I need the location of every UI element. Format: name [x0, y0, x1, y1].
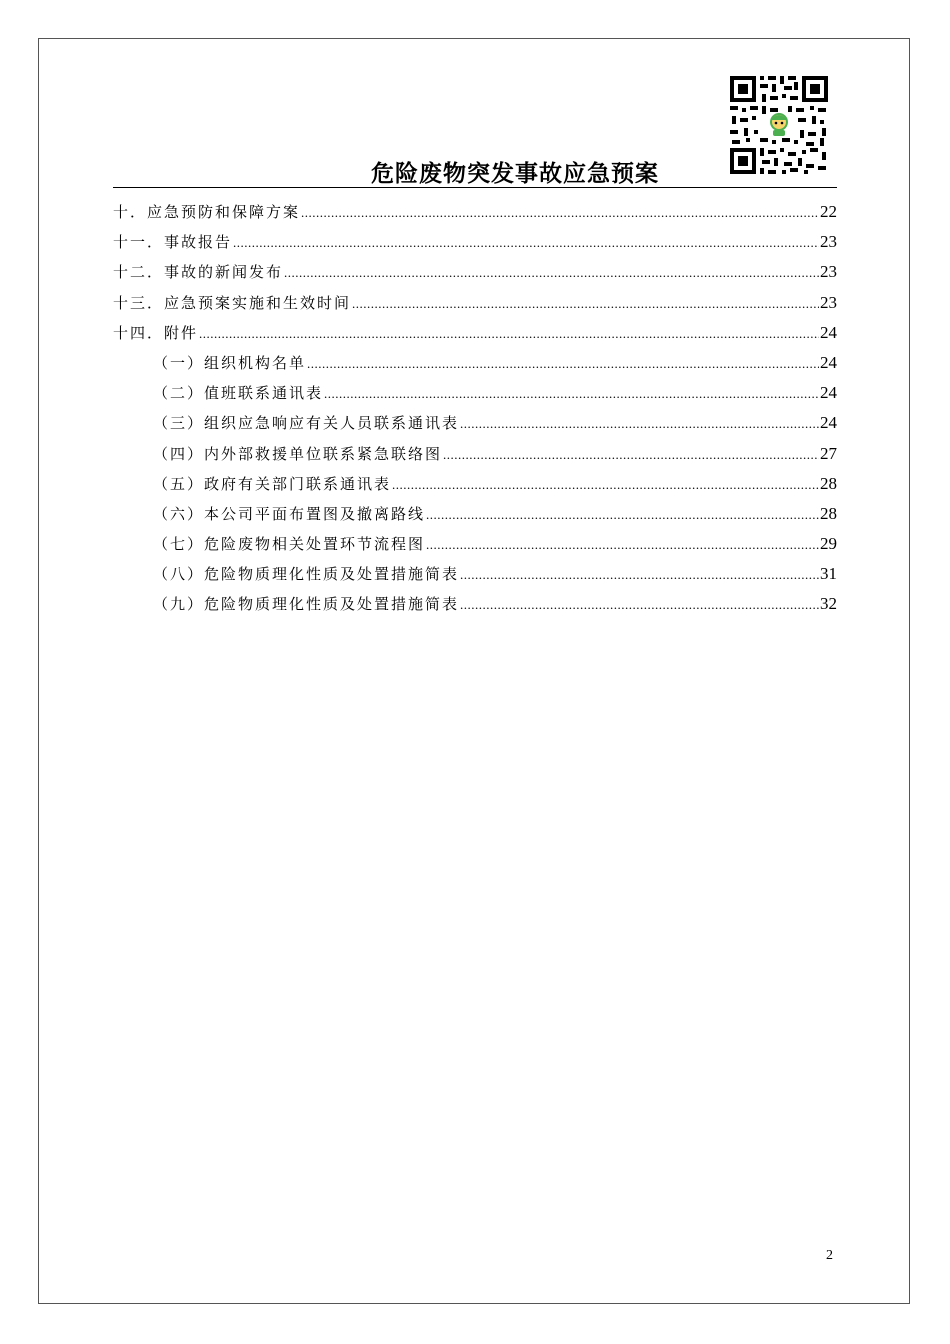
toc-entry-text: （二）值班联系通讯表	[153, 384, 324, 403]
toc-entry-text: （一）组织机构名单	[153, 353, 307, 372]
toc-entry-page: 24	[820, 352, 837, 372]
toc-leader-dots	[301, 198, 819, 228]
toc-leader-dots	[199, 319, 819, 349]
toc-leader-dots	[443, 440, 819, 470]
toc-entry[interactable]	[113, 288, 837, 318]
toc-entry-page: 27	[820, 443, 837, 463]
page-number: 2	[826, 1248, 833, 1263]
toc-leader-dots	[233, 228, 819, 258]
toc-entry-page: 32	[820, 594, 837, 614]
toc-entry[interactable]	[113, 257, 837, 287]
toc-subentry[interactable]	[113, 378, 837, 408]
toc-entry-page: 23	[820, 262, 837, 282]
toc-leader-dots	[460, 560, 819, 590]
toc-entry-page: 24	[820, 413, 837, 433]
toc-entry-text: （七）危险废物相关处置环节流程图	[153, 535, 426, 554]
document-header-title: 危险废物突发事故应急预案	[371, 160, 659, 187]
toc-entry-text: 十四．附件	[113, 323, 199, 342]
toc-subentry[interactable]	[113, 408, 837, 438]
toc-entry-text: 十．应急预防和保障方案	[113, 203, 301, 221]
toc-leader-dots	[352, 289, 819, 319]
toc-entry[interactable]	[113, 227, 837, 257]
toc-entry[interactable]	[113, 318, 837, 348]
toc-leader-dots	[460, 590, 819, 620]
toc-entry-page: 29	[820, 534, 837, 554]
toc-entry-text: （九）危险物质理化性质及处置措施简表	[153, 595, 460, 614]
toc-entry-text: 十一．事故报告	[113, 233, 233, 252]
toc-leader-dots	[426, 530, 819, 560]
toc-subentry[interactable]	[113, 348, 837, 378]
toc-entry-text: （五）政府有关部门联系通讯表	[153, 474, 392, 493]
toc-subentry[interactable]	[113, 559, 837, 589]
toc-entry-text: （八）危险物质理化性质及处置措施简表	[153, 565, 460, 584]
toc-subentry[interactable]	[113, 589, 837, 619]
toc-entry-page: 23	[820, 292, 837, 312]
toc-leader-dots	[426, 500, 819, 530]
table-of-contents	[113, 197, 837, 620]
toc-leader-dots	[307, 349, 819, 379]
toc-entry-page: 22	[820, 202, 837, 221]
header-rule	[113, 187, 837, 188]
toc-entry-page: 24	[820, 383, 837, 403]
toc-leader-dots	[460, 409, 819, 439]
toc-leader-dots	[324, 379, 819, 409]
toc-entry-page: 28	[820, 503, 837, 523]
toc-entry-page: 24	[820, 322, 837, 342]
toc-leader-dots	[284, 258, 819, 288]
toc-leader-dots	[392, 470, 819, 500]
qr-code-icon	[726, 72, 832, 178]
mascot-logo-icon	[766, 112, 792, 138]
toc-entry[interactable]	[113, 197, 837, 227]
toc-entry-page: 23	[820, 232, 837, 252]
toc-entry-text: （三）组织应急响应有关人员联系通讯表	[153, 414, 460, 433]
toc-entry-text: （六）本公司平面布置图及撤离路线	[153, 504, 426, 523]
toc-entry-text: 十二．事故的新闻发布	[113, 263, 284, 282]
toc-subentry[interactable]	[113, 439, 837, 469]
toc-entry-page: 31	[820, 564, 837, 584]
toc-entry-text: 十三．应急预案实施和生效时间	[113, 293, 352, 312]
toc-subentry[interactable]	[113, 529, 837, 559]
toc-entry-page: 28	[820, 473, 837, 493]
toc-entry-text: （四）内外部救援单位联系紧急联络图	[153, 444, 443, 463]
toc-subentry[interactable]	[113, 499, 837, 529]
toc-subentry[interactable]	[113, 469, 837, 499]
